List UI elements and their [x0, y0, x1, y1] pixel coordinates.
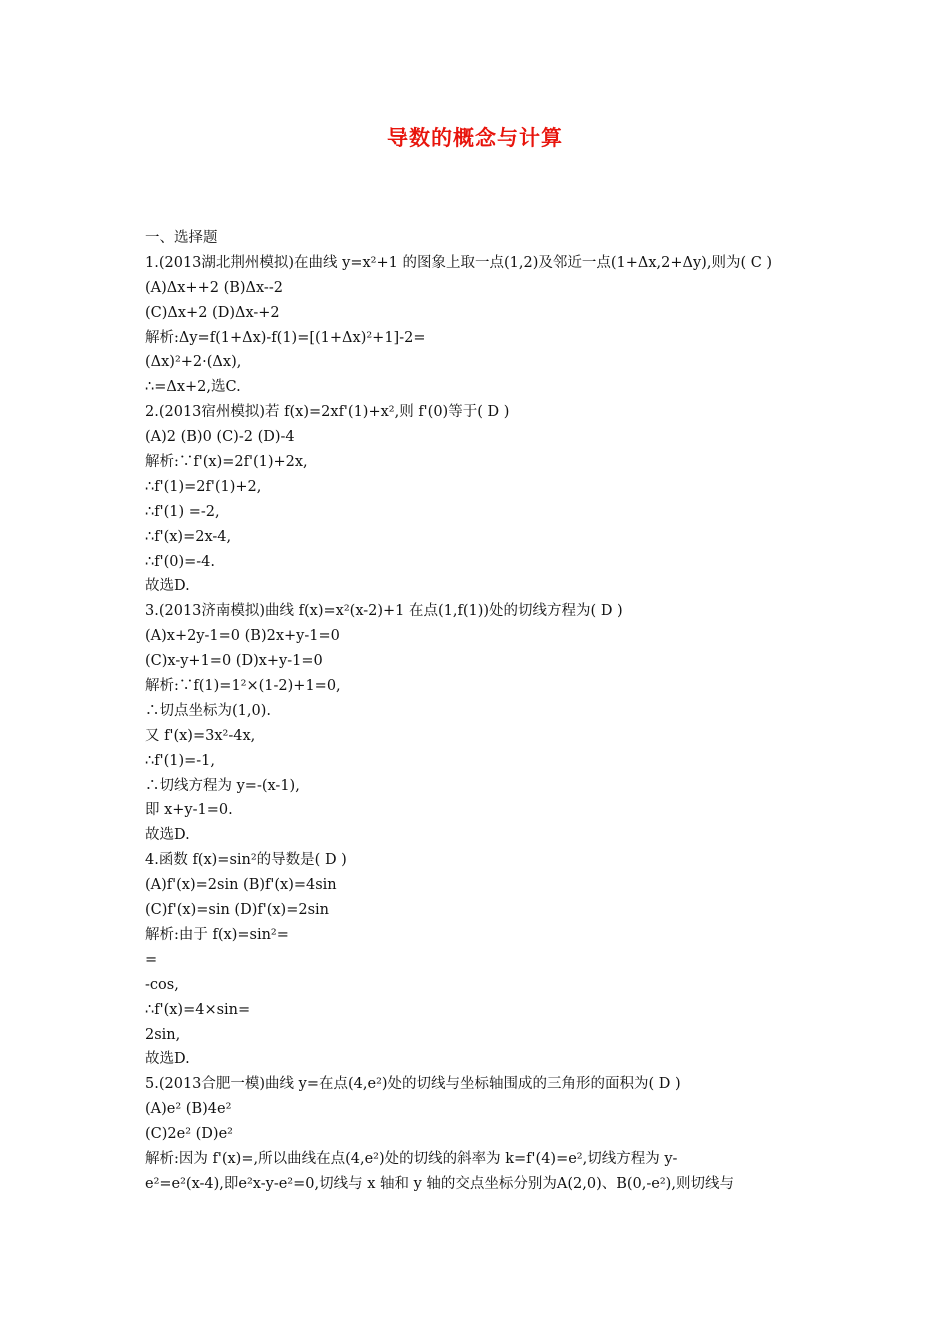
text-line: (Δx)²+2·(Δx), — [145, 354, 242, 371]
text-line: 2sin, — [145, 1026, 181, 1043]
text-line: 解析:Δy=f(1+Δx)-f(1)=[(1+Δx)²+1]-2= — [145, 329, 426, 346]
text-line: ∴f'(x)=2x-4, — [145, 528, 232, 545]
text-line: ∴f'(0)=-4. — [145, 553, 216, 570]
text-line: (C)x-y+1=0 (D)x+y-1=0 — [145, 653, 323, 670]
text-line: 一、选择题 — [145, 230, 218, 246]
text-line: 3.(2013济南模拟)曲线 f(x)=x²(x-2)+1 在点(1,f(1))处的切线方程为( D ) — [145, 603, 623, 620]
text-line: (A)x+2y-1=0 (B)2x+y-1=0 — [145, 628, 340, 645]
text-line: (A)f'(x)=2sin (B)f'(x)=4sin — [145, 877, 337, 894]
text-line: 解析:∵f'(x)=2f'(1)+2x, — [145, 454, 308, 471]
text-line: ∴=Δx+2,选C. — [145, 379, 241, 396]
text-line: 故选D. — [145, 1051, 190, 1068]
text-line: (C)2e² (D)e² — [145, 1126, 233, 1143]
text-line: ∴f'(1) =-2, — [145, 503, 220, 520]
text-line: e²=e²(x-4),即e²x-y-e²=0,切线与 x 轴和 y 轴的交点坐标分别为A(2,0)、B(0,-e²),则切线与 — [145, 1175, 734, 1192]
text-line: (A)Δx++2 (B)Δx--2 — [145, 279, 283, 296]
text-line: (C)Δx+2 (D)Δx-+2 — [145, 304, 280, 321]
text-line: 解析:因为 f'(x)=,所以曲线在点(4,e²)处的切线的斜率为 k=f'(4)=e²,切线方程为 y- — [145, 1150, 678, 1167]
text-line: 解析:由于 f(x)=sin²= — [145, 926, 289, 943]
text-line: 即 x+y-1=0. — [145, 802, 233, 819]
page-title: 导数的概念与计算 — [387, 126, 563, 150]
document-body — [145, 226, 815, 1197]
text-line: (C)f'(x)=sin (D)f'(x)=2sin — [145, 902, 330, 919]
text-line: 4.函数 f(x)=sin²的导数是( D ) — [145, 852, 347, 869]
text-line: ∴f'(1)=2f'(1)+2, — [145, 478, 262, 495]
text-line: -cos, — [145, 976, 179, 993]
text-line: 2.(2013宿州模拟)若 f(x)=2xf'(1)+x²,则 f'(0)等于( D ) — [145, 404, 510, 421]
text-line: ∴切点坐标为(1,0). — [145, 702, 271, 719]
text-line: 解析:∵f(1)=1²×(1-2)+1=0, — [145, 678, 341, 695]
text-line: 故选D. — [145, 827, 190, 844]
text-line: (A)e² (B)4e² — [145, 1101, 232, 1118]
text-line: 故选D. — [145, 578, 190, 595]
text-line: ∴f'(x)=4×sin= — [145, 1001, 251, 1018]
text-line: 又 f'(x)=3x²-4x, — [145, 727, 256, 744]
text-line: = — [145, 951, 158, 968]
text-line: ∴f'(1)=-1, — [145, 752, 216, 769]
text-line: ∴切线方程为 y=-(x-1), — [145, 777, 300, 794]
text-line: 1.(2013湖北荆州模拟)在曲线 y=x²+1 的图象上取一点(1,2)及邻近一点(1+Δx,2+Δy),则为( C ) — [145, 254, 773, 271]
text-line: (A)2 (B)0 (C)-2 (D)-4 — [145, 429, 295, 446]
text-line: 5.(2013合肥一模)曲线 y=在点(4,e²)处的切线与坐标轴围成的三角形的面积为( D ) — [145, 1076, 681, 1093]
